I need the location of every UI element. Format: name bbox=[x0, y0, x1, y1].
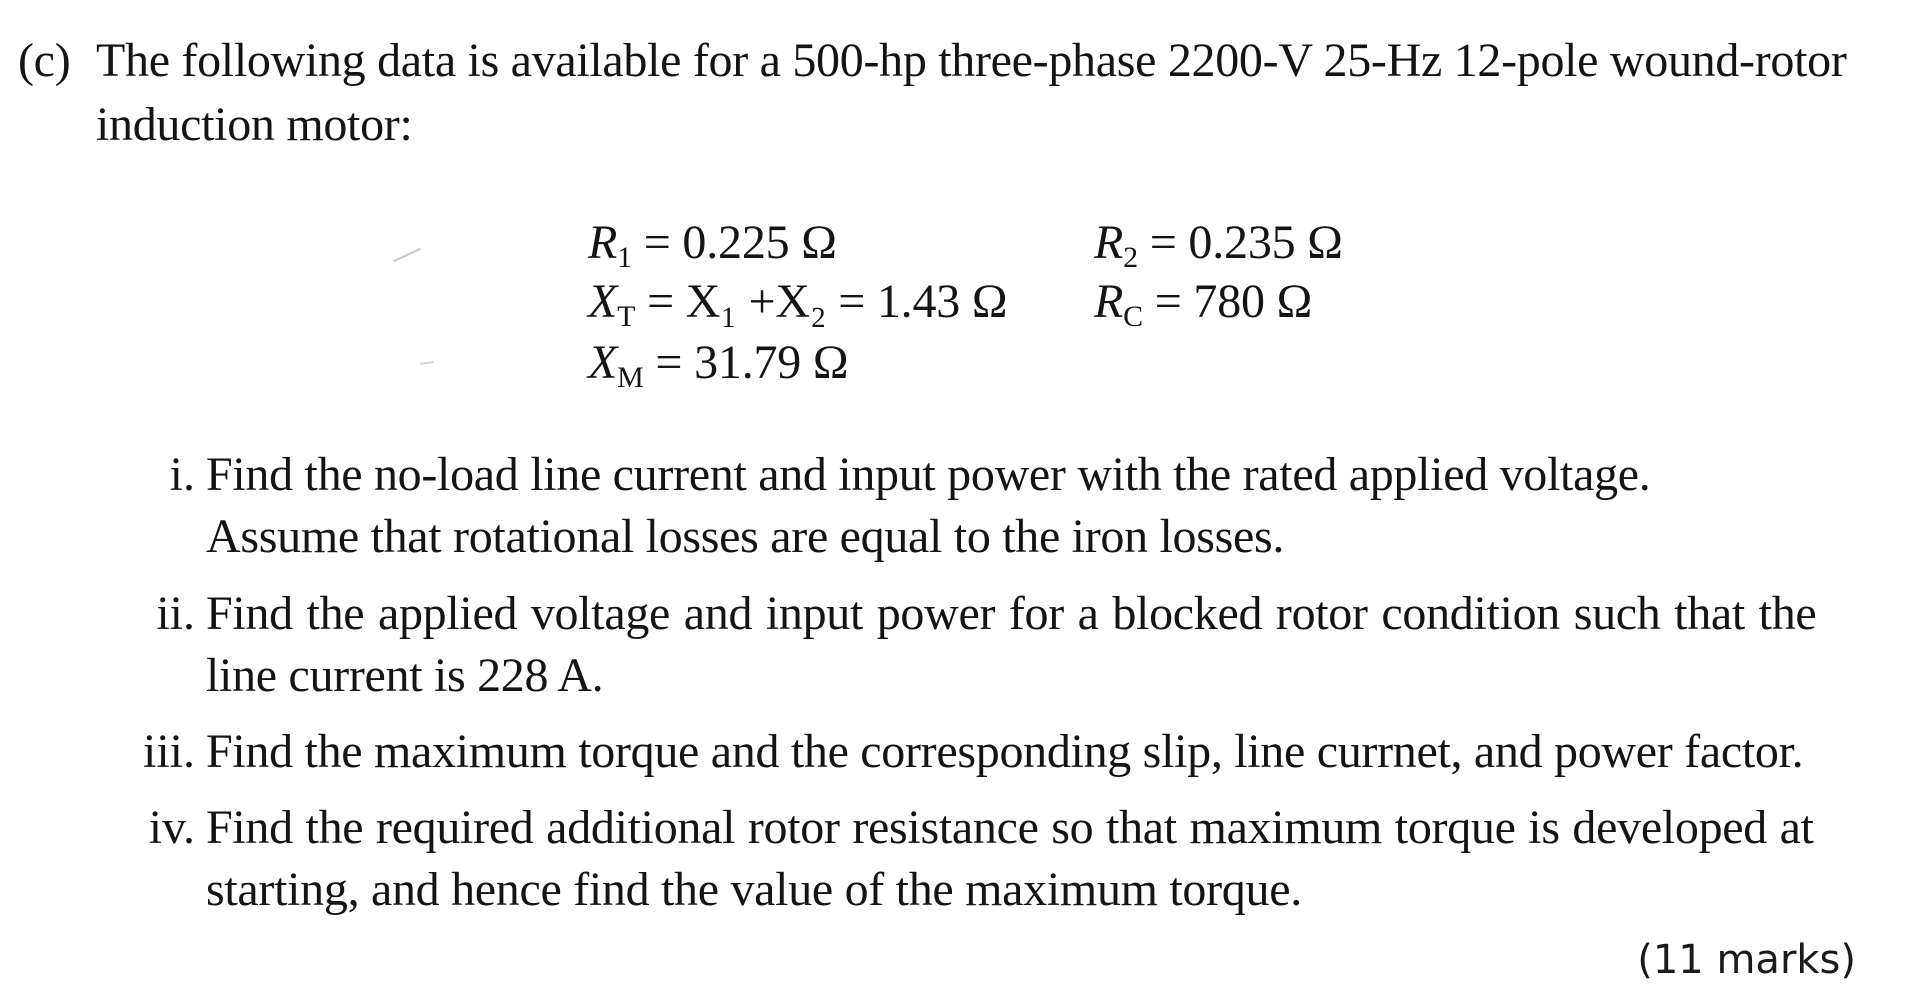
equation-rhs: = X₁ +X₂ = 1.43 Ω bbox=[647, 275, 1008, 328]
item-number: iii. bbox=[142, 725, 195, 778]
equation-xt bbox=[588, 272, 1007, 332]
scan-smudge-mark bbox=[393, 248, 421, 262]
item-text-line: Find the required additional rotor resistance so that maximum torque is developed at bbox=[206, 801, 1814, 854]
equation-symbol: X bbox=[588, 336, 618, 389]
item-number: ii. bbox=[156, 587, 195, 640]
item-text-line: Find the maximum torque and the corresponding slip, line currnet, and power factor. bbox=[206, 725, 1804, 778]
item-number: i. bbox=[169, 448, 195, 501]
equation-subscript: 1 bbox=[617, 241, 632, 274]
item-number: iv. bbox=[148, 801, 195, 854]
equation-symbol: X bbox=[588, 275, 618, 328]
equation-symbol: R bbox=[1094, 275, 1124, 328]
item-text-line: Find the applied voltage and input power for a blocked rotor condition such that the bbox=[206, 587, 1817, 640]
item-text-line: Find the no-load line current and input power with the rated applied voltage. bbox=[206, 448, 1651, 501]
item-text-line: Assume that rotational losses are equal to the iron losses. bbox=[206, 510, 1285, 563]
equation-rc bbox=[1094, 272, 1312, 332]
equation-symbol: R bbox=[588, 216, 618, 269]
marks-label: (11 marks) bbox=[1637, 937, 1856, 983]
equation-subscript: M bbox=[617, 361, 644, 394]
question-intro-line-2: induction motor: bbox=[96, 98, 413, 151]
equation-rhs: = 0.235 Ω bbox=[1149, 216, 1343, 269]
equation-rhs: = 780 Ω bbox=[1154, 275, 1313, 328]
equation-r2 bbox=[1094, 213, 1343, 273]
equation-rhs: = 0.225 Ω bbox=[643, 216, 837, 269]
equation-symbol: R bbox=[1094, 216, 1124, 269]
equation-xm bbox=[588, 333, 848, 393]
equation-subscript: C bbox=[1123, 300, 1143, 333]
item-text-line: line current is 228 A. bbox=[206, 649, 604, 702]
question-intro-line-1: The following data is available for a 500-hp three-phase 2200-V 25-Hz 12-pole wound-rotor bbox=[96, 34, 1847, 87]
scan-smudge-mark bbox=[420, 361, 434, 365]
equation-r1 bbox=[588, 213, 837, 273]
equation-rhs: = 31.79 Ω bbox=[655, 336, 849, 389]
item-text-line: starting, and hence find the value of the maximum torque. bbox=[206, 863, 1302, 916]
equation-subscript: 2 bbox=[1123, 241, 1138, 274]
part-label: (c) bbox=[18, 34, 71, 87]
equation-subscript: T bbox=[617, 300, 636, 333]
